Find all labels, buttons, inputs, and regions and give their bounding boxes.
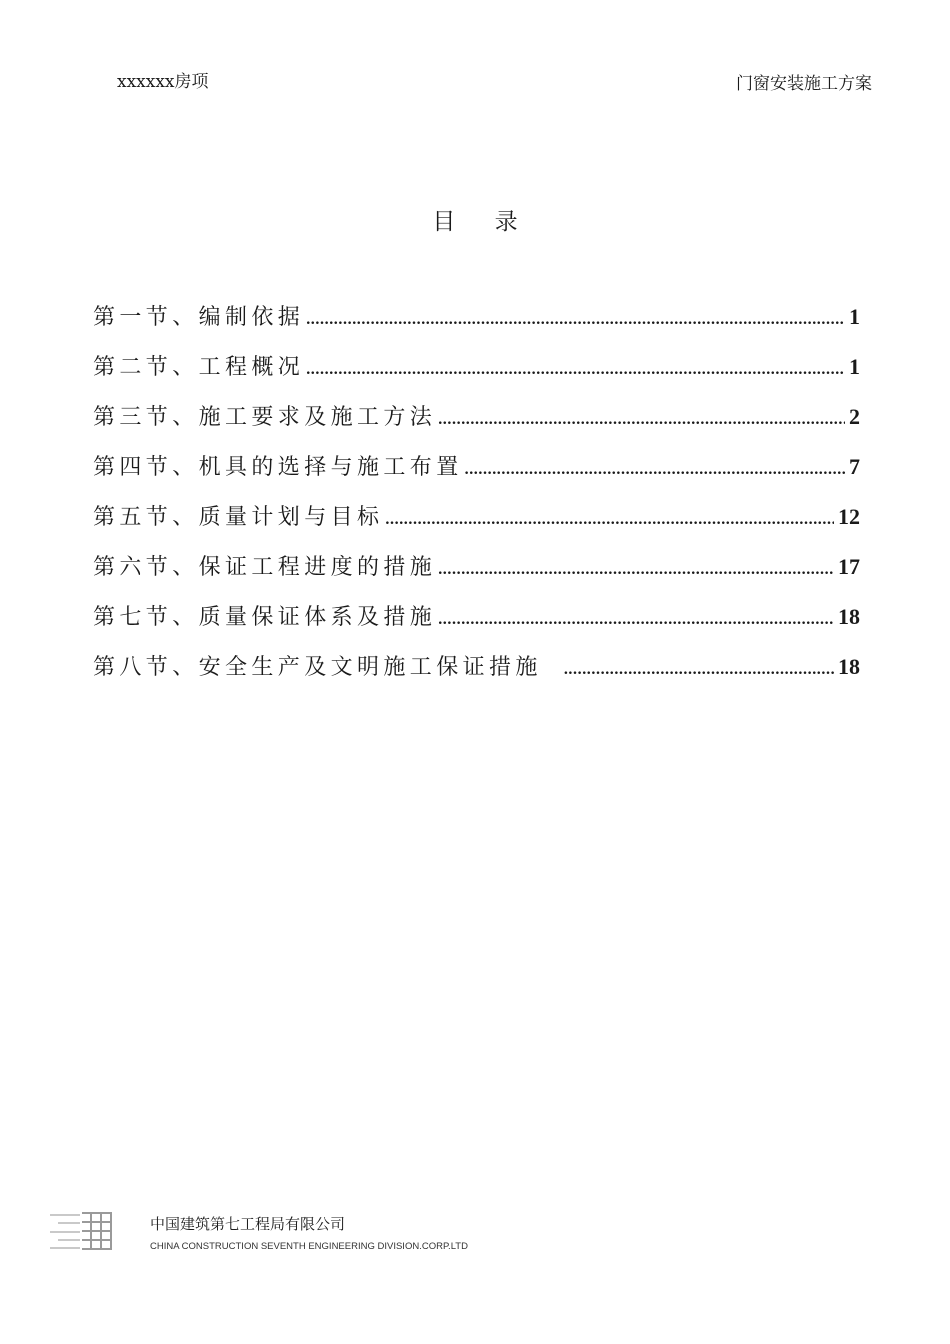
toc-entry-page: 7	[849, 454, 860, 479]
toc-entry[interactable]	[93, 500, 860, 550]
header-document-title: 门窗安装施工方案	[736, 74, 872, 94]
toc-entry-label: 第一节、编制依据	[93, 305, 305, 330]
toc-entry-label: 第三节、施工要求及施工方法	[93, 405, 437, 430]
toc-entry-page: 1	[849, 304, 860, 329]
toc-entry[interactable]	[93, 650, 860, 700]
company-logo-icon	[50, 1212, 112, 1250]
toc-title: 目 录	[432, 209, 534, 235]
toc-entry[interactable]	[93, 350, 860, 400]
toc-entry[interactable]	[93, 300, 860, 350]
toc-entry-label: 第七节、质量保证体系及措施	[93, 605, 437, 630]
toc-entry-page: 1	[849, 354, 860, 379]
toc-entry-label: 第二节、工程概况	[93, 355, 305, 380]
table-of-contents	[93, 300, 860, 700]
toc-leader-dots	[438, 561, 834, 579]
toc-leader-dots	[385, 511, 834, 529]
toc-leader-dots	[306, 361, 845, 379]
footer-company-name: 中国建筑第七工程局有限公司	[150, 1215, 346, 1233]
toc-leader-dots	[564, 661, 834, 679]
toc-entry-page: 12	[838, 504, 860, 529]
toc-leader-dots	[306, 311, 845, 329]
toc-entry[interactable]	[93, 450, 860, 500]
toc-leader-dots	[438, 611, 834, 629]
toc-entry-page: 2	[849, 404, 860, 429]
header-project-name: xxxxxx房项	[117, 72, 209, 92]
toc-leader-dots	[438, 411, 845, 429]
toc-entry-label: 第八节、安全生产及文明施工保证措施	[93, 655, 542, 680]
toc-entry-page: 18	[838, 604, 860, 629]
toc-entry-page: 18	[838, 654, 860, 679]
toc-entry-label: 第六节、保证工程进度的措施	[93, 555, 437, 580]
toc-entry[interactable]	[93, 400, 860, 450]
footer-company-name-english: CHINA CONSTRUCTION SEVENTH ENGINEERING DIVISION.CORP.LTD	[150, 1241, 468, 1252]
toc-entry-label: 第五节、质量计划与目标	[93, 505, 384, 530]
toc-entry-page: 17	[838, 554, 860, 579]
toc-leader-dots	[465, 461, 845, 479]
toc-entry[interactable]	[93, 600, 860, 650]
toc-entry[interactable]	[93, 550, 860, 600]
toc-entry-label: 第四节、机具的选择与施工布置	[93, 455, 463, 480]
